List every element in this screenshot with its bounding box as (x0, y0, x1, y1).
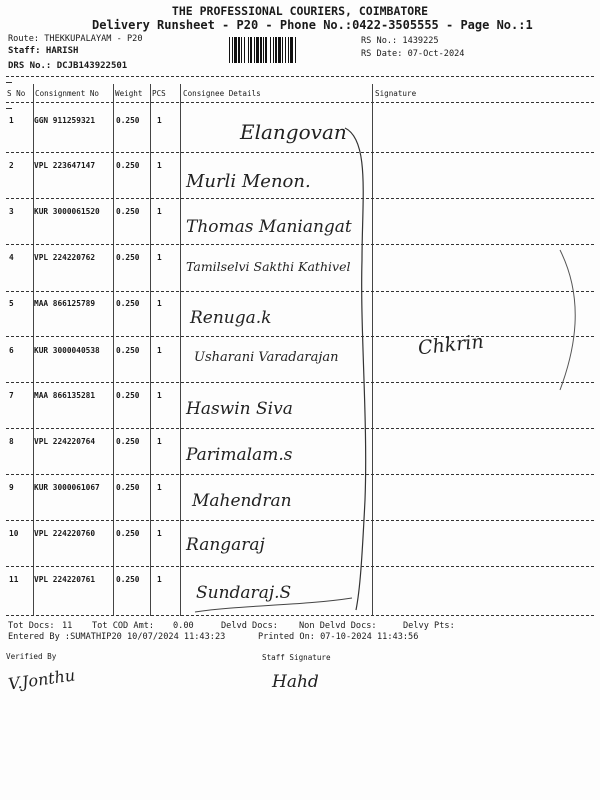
row-sno: 11 (9, 575, 19, 584)
row-consignee-handwritten: Rangaraj (186, 535, 265, 555)
runsheet-subtitle: Delivery Runsheet - P20 - Phone No.:0422-3505555 - Page No.:1 (92, 18, 533, 32)
rs-date: RS Date: 07-Oct-2024 (361, 49, 465, 59)
drs-number: DRS No.: DCJB143922501 (8, 61, 128, 71)
entered-by: Entered By :SUMATHIP20 10/07/2024 11:43:23 (8, 632, 226, 642)
row-consignee-handwritten: Haswin Siva (186, 399, 293, 419)
row-sno: 8 (9, 437, 14, 446)
col-header-signature: Signature (375, 89, 417, 98)
row-consignee-handwritten: Murli Menon. (186, 171, 311, 192)
row-pcs: 1 (157, 161, 162, 170)
row-pcs: 1 (157, 346, 162, 355)
row-weight: 0.250 (116, 253, 140, 262)
tot-cod-label: Tot COD Amt: (92, 621, 155, 631)
row-consignee-handwritten: Renuga.k (190, 308, 272, 328)
row-consignee-handwritten: Thomas Maniangat (186, 217, 352, 237)
row-weight: 0.250 (116, 483, 140, 492)
row-weight: 0.250 (116, 437, 140, 446)
row-sno: 1 (9, 116, 14, 125)
row-weight: 0.250 (116, 391, 140, 400)
row-consignment: KUR 3000061520 (34, 207, 100, 216)
row-consignee-handwritten: Parimalam.s (186, 445, 293, 465)
row-consignment: VPL 223647147 (34, 161, 96, 170)
row-sno: 2 (9, 161, 14, 170)
row-consignment: GGN 911259321 (34, 116, 96, 125)
col-header-sno: S No (7, 89, 26, 98)
row-pcs: 1 (157, 253, 162, 262)
row-pcs: 1 (157, 575, 162, 584)
row-weight: 0.250 (116, 116, 140, 125)
col-header-pcs: PCS (152, 89, 166, 98)
row-consignment: VPL 224220762 (34, 253, 96, 262)
row-consignee-handwritten: Usharani Varadarajan (194, 350, 339, 365)
tot-docs-value: 11 (62, 621, 73, 631)
row-weight: 0.250 (116, 529, 140, 538)
row-pcs: 1 (157, 391, 162, 400)
row-weight: 0.250 (116, 161, 140, 170)
verified-by-label: Verified By (6, 652, 57, 661)
row-sno: 6 (9, 346, 14, 355)
non-delvd-docs-label: Non Delvd Docs: (299, 621, 377, 631)
row-pcs: 1 (157, 483, 162, 492)
row-sno: 10 (9, 529, 19, 538)
row-sno: 3 (9, 207, 14, 216)
tot-cod-value: 0.00 (173, 621, 194, 631)
row-sno: 7 (9, 391, 14, 400)
row-consignment: MAA 866125789 (34, 299, 96, 308)
row-consignment: VPL 224220761 (34, 575, 96, 584)
row-consignment: KUR 3000040538 (34, 346, 100, 355)
delvd-docs-label: Delvd Docs: (221, 621, 278, 631)
row-pcs: 1 (157, 116, 162, 125)
company-title: THE PROFESSIONAL COURIERS, COIMBATORE (171, 4, 429, 18)
row-weight: 0.250 (116, 207, 140, 216)
col-header-consignee: Consignee Details (183, 89, 261, 98)
row-pcs: 1 (157, 529, 162, 538)
col-header-weight: Weight (115, 89, 143, 98)
staff-signature: Hahd (272, 672, 319, 692)
tot-docs-label: Tot Docs: (8, 621, 55, 631)
row-consignment: MAA 866135281 (34, 391, 96, 400)
row-weight: 0.250 (116, 575, 140, 584)
row-consignee-handwritten: Elangovan (240, 120, 347, 144)
row-consignee-handwritten: Mahendran (192, 491, 292, 511)
row-weight: 0.250 (116, 299, 140, 308)
printed-on: Printed On: 07-10-2024 11:43:56 (258, 632, 419, 642)
delvy-pts-label: Delvy Pts: (403, 621, 455, 631)
row-consignment: VPL 224220764 (34, 437, 96, 446)
row-consignee-handwritten: Sundaraj.S (196, 583, 292, 603)
verified-signature: V.Jonthu (7, 665, 77, 694)
route-label: Route: THEKKUPALAYAM - P20 (8, 34, 143, 44)
col-header-consignment: Consignment No (35, 89, 100, 98)
row-consignment: VPL 224220760 (34, 529, 96, 538)
row-sno: 5 (9, 299, 14, 308)
row-weight: 0.250 (116, 346, 140, 355)
staff-signature-label: Staff Signature (262, 653, 331, 662)
staff-label: Staff: HARISH (8, 46, 79, 56)
row-pcs: 1 (157, 207, 162, 216)
row-consignee-handwritten: Tamilselvi Sakthi Kathivel (186, 259, 351, 274)
row-sno: 9 (9, 483, 14, 492)
row-consignment: KUR 3000061067 (34, 483, 100, 492)
rs-number: RS No.: 1439225 (361, 36, 439, 46)
row-pcs: 1 (157, 299, 162, 308)
row-sno: 4 (9, 253, 14, 262)
delivery-signature-scrawl: Chkrin (417, 330, 485, 360)
row-pcs: 1 (157, 437, 162, 446)
